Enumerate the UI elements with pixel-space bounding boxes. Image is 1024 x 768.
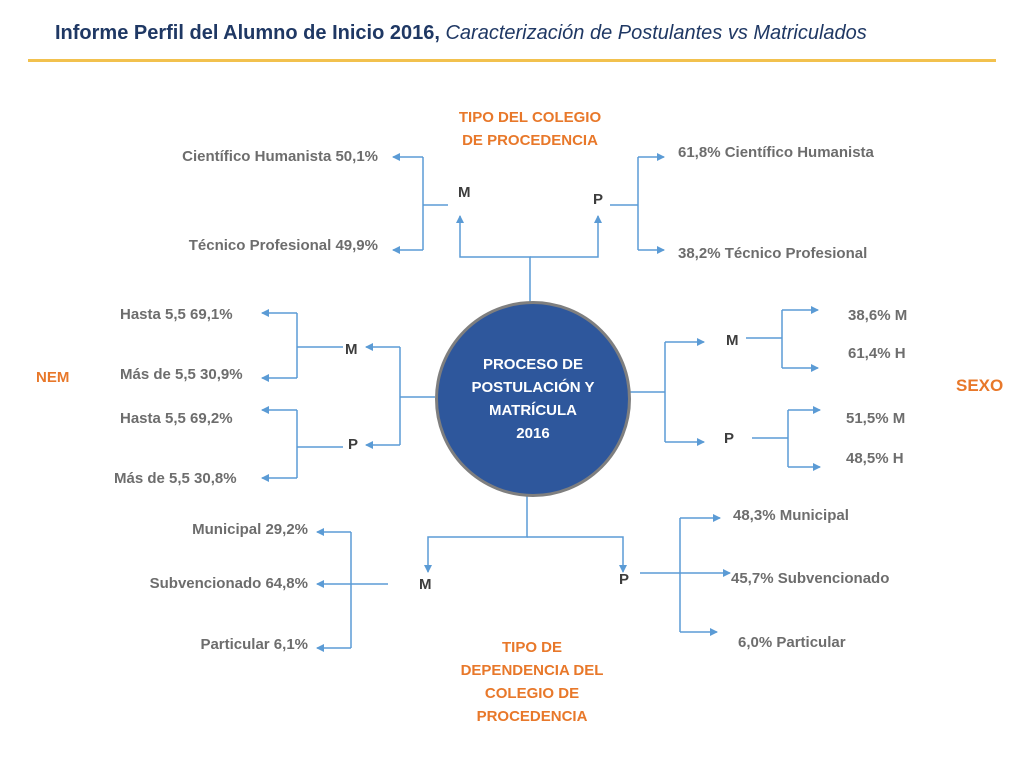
sexo-title: SEXO	[956, 376, 1004, 395]
sexo-m-item-1: 38,6% M	[848, 307, 908, 324]
dependencia-p-item-3: 6,0% Particular	[738, 634, 846, 651]
colegio-title-line-1: TIPO DEL COLEGIO	[458, 109, 602, 126]
dependencia-m-item-3: Particular 6,1%	[200, 636, 308, 653]
center-line-3: MATRÍCULA	[488, 402, 578, 419]
dependencia-m-item-2: Subvencionado 64,8%	[149, 575, 308, 592]
colegio-p-label: P	[593, 191, 604, 208]
dependencia-m-label: M	[419, 576, 432, 593]
sexo-m-label: M	[726, 332, 739, 349]
dependencia-p-label: P	[619, 571, 630, 588]
nem-p-item-2: Más de 5,5 30,8%	[114, 470, 237, 487]
dependencia-title-line-4: PROCEDENCIA	[476, 708, 588, 725]
title-subtitle: Caracterización de Postulantes vs Matriculados	[445, 22, 867, 44]
nem-m-item-2: Más de 5,5 30,9%	[120, 366, 243, 383]
dependencia-title-line-1: TIPO DE	[501, 639, 562, 656]
colegio-m-item-2: Técnico Profesional 49,9%	[188, 237, 378, 254]
colegio-title	[430, 106, 630, 152]
dependencia-title	[432, 636, 632, 728]
dependencia-title-line-2: DEPENDENCIA DEL	[460, 662, 604, 679]
colegio-p-item-2: 38,2% Técnico Profesional	[678, 245, 868, 262]
center-line-1: PROCESO DE	[482, 356, 583, 373]
colegio-m-item-1: Científico Humanista 50,1%	[182, 148, 378, 165]
nem-p-item-1: Hasta 5,5 69,2%	[120, 410, 233, 427]
sexo-p-label: P	[724, 430, 735, 447]
colegio-title-line-2: DE PROCEDENCIA	[462, 132, 598, 149]
center-line-2: POSTULACIÓN Y	[471, 379, 595, 396]
sexo-m-item-2: 61,4% H	[848, 345, 906, 362]
nem-m-item-1: Hasta 5,5 69,1%	[120, 306, 233, 323]
dependencia-p-item-1: 48,3% Municipal	[733, 507, 849, 524]
nem-m-label: M	[345, 341, 358, 358]
sexo-p-item-2: 48,5% H	[846, 450, 904, 467]
center-line-4: 2016	[516, 425, 550, 442]
dependencia-title-line-3: COLEGIO DE	[484, 685, 580, 702]
center-node	[435, 301, 631, 497]
colegio-m-label: M	[458, 184, 471, 201]
colegio-p-item-1: 61,8% Científico Humanista	[678, 144, 874, 161]
title-main: Informe Perfil del Alumno de Inicio 2016,	[55, 22, 440, 44]
dependencia-m-item-1: Municipal 29,2%	[192, 521, 308, 538]
nem-title: NEM	[36, 369, 70, 386]
nem-p-label: P	[348, 436, 359, 453]
sexo-p-item-1: 51,5% M	[846, 410, 906, 427]
dependencia-p-item-2: 45,7% Subvencionado	[731, 570, 890, 587]
